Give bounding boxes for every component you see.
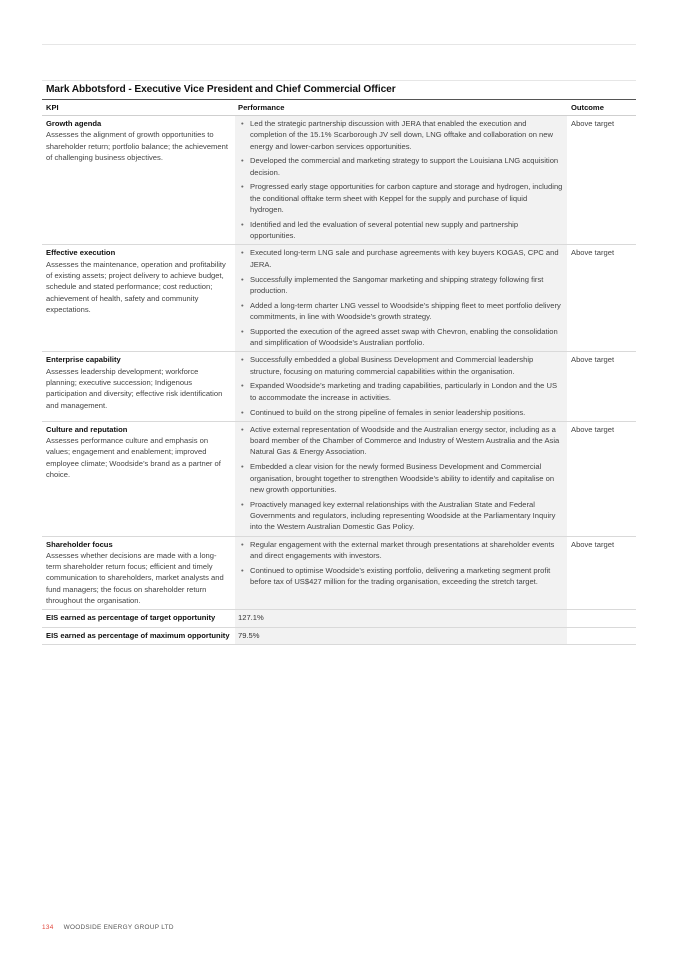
kpi-cell — [42, 245, 235, 352]
table-row — [42, 421, 636, 536]
outcome-cell: Above target — [567, 421, 636, 536]
performance-item: • Successfully embedded a global Business Development and Commercial leadership structure, focusing on maturing commercial capabilities within the organisation. — [239, 354, 563, 377]
performance-item: • Developed the commercial and marketing strategy to support the Louisiana LNG acquisition decision. — [239, 155, 563, 178]
performance-item: • Continued to optimise Woodside’s existing portfolio, delivering a marketing segment profit before tax of US$427 million for the trading organisation, exceeding the stretch target. — [239, 565, 563, 588]
kpi-description: Assesses whether decisions are made with a long-term shareholder return focus; efficient and timely communication to shareholders, market analysts and fund managers; the focus on shareholder return throughout the organisation. — [46, 550, 224, 605]
performance-item: • Identified and led the evaluation of several potential new supply and partnership opportunities. — [239, 219, 563, 242]
performance-item: • Active external representation of Woodside and the Australian energy sector, including as a board member of the Chamber of Commerce and Industry of Western Australia and the Asia Natural Gas & Energy Association. — [239, 424, 563, 458]
performance-cell — [235, 421, 567, 536]
summary-value: 79.5% — [235, 627, 567, 644]
summary-label: EIS earned as percentage of maximum opportunity — [42, 627, 235, 644]
kpi-cell — [42, 352, 235, 421]
kpi-cell — [42, 536, 235, 610]
kpi-cell — [42, 421, 235, 536]
summary-empty-cell — [567, 610, 636, 627]
kpi-description: Assesses the maintenance, operation and profitability of existing assets; project delivery to achieve budget, schedule and stated performance; cost reduction; achievement of health, safety and community expectations. — [46, 259, 226, 314]
performance-item: • Embedded a clear vision for the newly formed Business Development and Commercial organisation, brought together to strengthen Woodside’s ability to identify and capitalise on new growth opportunities. — [239, 461, 563, 495]
kpi-name: Enterprise capability — [46, 355, 121, 365]
performance-item: • Added a long-term charter LNG vessel to Woodside’s shipping fleet to meet portfolio delivery commitments, in line with Woodside’s growth strategy. — [239, 300, 563, 323]
table-row — [42, 116, 636, 245]
table-header-row — [42, 100, 636, 116]
summary-value: 127.1% — [235, 610, 567, 627]
performance-list — [239, 118, 563, 241]
performance-item: • Led the strategic partnership discussion with JERA that enabled the execution and completion of the 15.1% Scarborough JV sell down, LNG offtake and collaboration on new energy and lower-carbon services opportunities. — [239, 118, 563, 152]
kpi-table — [42, 99, 636, 645]
kpi-table-body — [42, 116, 636, 645]
section-title: Mark Abbotsford - Executive Vice President and Chief Commercial Officer — [46, 84, 396, 95]
performance-item: • Proactively managed key external relationships with the Australian State and Federal Governments and regulators, including representing Woodside at the Parliamentary Inquiry into the Western Australian Domestic Gas Policy. — [239, 499, 563, 533]
performance-item: • Regular engagement with the external market through presentations at shareholder events and direct engagements with investors. — [239, 539, 563, 562]
outcome-cell: Above target — [567, 352, 636, 421]
kpi-name: Effective execution — [46, 248, 116, 258]
performance-list — [239, 354, 563, 417]
summary-label: EIS earned as percentage of target opportunity — [42, 610, 235, 627]
table-row — [42, 352, 636, 421]
performance-cell — [235, 116, 567, 245]
kpi-cell — [42, 116, 235, 245]
outcome-cell: Above target — [567, 116, 636, 245]
kpi-name: Growth agenda — [46, 119, 102, 128]
outcome-cell: Above target — [567, 536, 636, 610]
summary-row — [42, 610, 636, 627]
performance-cell — [235, 536, 567, 610]
summary-row — [42, 627, 636, 644]
kpi-name: Shareholder focus — [46, 539, 113, 549]
table-row — [42, 536, 636, 610]
header-performance: Performance — [235, 100, 567, 116]
kpi-description: Assesses performance culture and emphasis on values; engagement and enablement; improved employee climate; Woodside’s brand as a partner of choice. — [46, 436, 221, 480]
performance-list — [239, 247, 563, 348]
top-divider — [42, 44, 636, 45]
performance-item: • Supported the execution of the agreed asset swap with Chevron, enabling the consolidation and simplification of Woodside’s Australian portfolio. — [239, 326, 563, 349]
header-outcome: Outcome — [567, 100, 636, 116]
section-divider — [42, 80, 636, 81]
performance-list — [239, 424, 563, 533]
page-number: 134 — [42, 924, 54, 931]
company-name: WOODSIDE ENERGY GROUP LTD — [63, 924, 174, 931]
table-row — [42, 245, 636, 352]
kpi-description: Assesses the alignment of growth opportunities to shareholder return; portfolio balance; the achievement of challenging business objectives. — [46, 130, 228, 162]
performance-list — [239, 539, 563, 588]
performance-cell — [235, 245, 567, 352]
page-footer — [42, 924, 174, 931]
performance-item: • Continued to build on the strong pipeline of females in senior leadership positions. — [239, 407, 563, 418]
kpi-name: Culture and reputation — [46, 424, 128, 434]
header-kpi: KPI — [42, 100, 235, 116]
performance-cell — [235, 352, 567, 421]
performance-item: • Executed long-term LNG sale and purchase agreements with key buyers KOGAS, CPC and JERA. — [239, 247, 563, 270]
performance-item: • Successfully implemented the Sangomar marketing and shipping strategy following first production. — [239, 274, 563, 297]
summary-empty-cell — [567, 627, 636, 644]
outcome-cell: Above target — [567, 245, 636, 352]
kpi-description: Assesses leadership development; workforce planning; executive succession; Indigenous participation and diversity; effective risk identification and management. — [46, 366, 223, 410]
performance-item: • Progressed early stage opportunities for carbon capture and storage and hydrogen, including the conditional offtake term sheet with Keppel for the supply and purchase of liquid hydrogen. — [239, 181, 563, 215]
performance-item: • Expanded Woodside’s marketing and trading capabilities, particularly in London and the US to accommodate the increase in activities. — [239, 380, 563, 403]
